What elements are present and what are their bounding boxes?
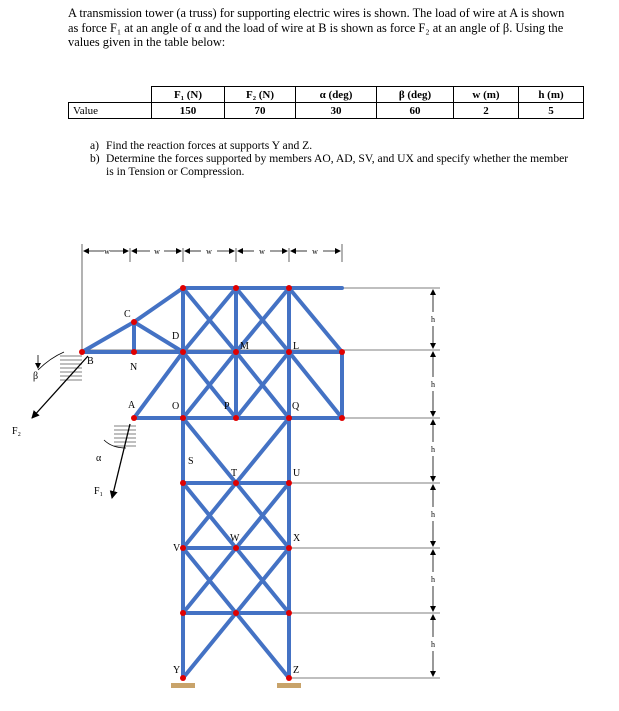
value-beta: 60 — [377, 103, 454, 119]
label-l: L — [293, 341, 300, 352]
value-h: 5 — [519, 103, 584, 119]
member-diag-z — [236, 613, 289, 678]
w-label: w — [104, 247, 110, 256]
joint-d — [180, 349, 186, 355]
w-label: w — [206, 247, 212, 256]
label-b: B — [87, 356, 94, 367]
joint-t — [233, 480, 239, 486]
label-alpha: α — [96, 453, 102, 464]
header-beta: β (deg) — [377, 87, 454, 103]
label-z: Z — [293, 665, 300, 676]
joint — [286, 285, 292, 291]
label-q: Q — [292, 401, 300, 412]
problem-statement: A transmission tower (a truss) for supporting electric wires is shown. The load of wire at A is shown as force F₁ at an angle of α and the load of wire at B is shown as force F₂ at an angle of β. Using the values given in the table below: — [68, 6, 565, 50]
label-o: O — [172, 401, 180, 412]
label-p: P — [224, 401, 230, 412]
task-a-marker: a) — [90, 139, 100, 152]
label-beta: β — [33, 371, 39, 382]
joint — [233, 610, 239, 616]
joint-z — [286, 675, 292, 681]
h-label: h — [431, 640, 435, 649]
header-h: h (m) — [519, 87, 584, 103]
header-f1: F₁ (N) — [152, 87, 225, 103]
force-f1-arrow — [112, 424, 130, 498]
label-x: X — [293, 533, 301, 544]
value-f1: 150 — [152, 103, 225, 119]
h-label: h — [431, 510, 435, 519]
label-s: S — [188, 456, 194, 467]
joint-x — [286, 545, 292, 551]
force-arrows — [32, 352, 130, 498]
member-diag — [183, 418, 236, 483]
joint-c — [131, 319, 137, 325]
joint-m — [233, 349, 239, 355]
w-dimension-labels — [104, 247, 318, 256]
label-w: W — [230, 533, 240, 544]
member-diag — [236, 418, 289, 483]
w-label: w — [259, 247, 265, 256]
h-label: h — [431, 315, 435, 324]
w-label: w — [154, 247, 160, 256]
support-z — [277, 683, 301, 688]
label-t: T — [231, 468, 238, 479]
joint-w — [233, 545, 239, 551]
label-v: V — [173, 543, 181, 554]
value-f2: 70 — [225, 103, 296, 119]
label-c: C — [124, 309, 131, 320]
joint — [286, 610, 292, 616]
joint-p — [233, 415, 239, 421]
beta-angle-arc — [38, 352, 64, 370]
joint — [233, 285, 239, 291]
joint-a — [131, 415, 137, 421]
joint — [180, 610, 186, 616]
joint-y — [180, 675, 186, 681]
header-f2: F₂ (N) — [225, 87, 296, 103]
task-b-marker: b) — [90, 152, 100, 165]
task-a-text: Find the reaction forces at supports Y and Z. — [106, 139, 313, 152]
h-label: h — [431, 380, 435, 389]
joint-s — [180, 480, 186, 486]
task-b-text: Determine the forces supported by members AO, AD, SV, and UX and specify whether the member is in Tension or Compression. — [106, 152, 569, 178]
header-alpha: α (deg) — [296, 87, 377, 103]
member-c-top — [134, 288, 183, 322]
joint-u — [286, 480, 292, 486]
joint-l — [286, 349, 292, 355]
row-label: Value — [69, 103, 152, 119]
label-u: U — [293, 468, 301, 479]
label-a: A — [128, 400, 136, 411]
label-y: Y — [173, 665, 181, 676]
joint-q — [286, 415, 292, 421]
h-label: h — [431, 445, 435, 454]
label-f2: F₂ — [12, 426, 22, 437]
header-w: w (m) — [454, 87, 519, 103]
h-label: h — [431, 575, 435, 584]
joint-v — [180, 545, 186, 551]
member-bc — [82, 322, 134, 352]
joint-n — [131, 349, 137, 355]
force-f2-arrow — [32, 356, 88, 418]
label-n: N — [130, 362, 138, 373]
joint — [180, 285, 186, 291]
node-labels — [12, 309, 301, 676]
label-d: D — [172, 331, 180, 342]
joint — [339, 415, 345, 421]
value-w: 2 — [454, 103, 519, 119]
member-diag-y — [183, 613, 236, 678]
joint-b — [79, 349, 85, 355]
w-label: w — [312, 247, 318, 256]
joint — [339, 349, 345, 355]
label-m: M — [240, 341, 249, 352]
label-f1: F₁ — [94, 486, 104, 497]
alpha-angle-arc — [104, 440, 126, 448]
support-y — [171, 683, 195, 688]
value-alpha: 30 — [296, 103, 377, 119]
joint-o — [180, 415, 186, 421]
wall-support-b — [60, 356, 82, 380]
